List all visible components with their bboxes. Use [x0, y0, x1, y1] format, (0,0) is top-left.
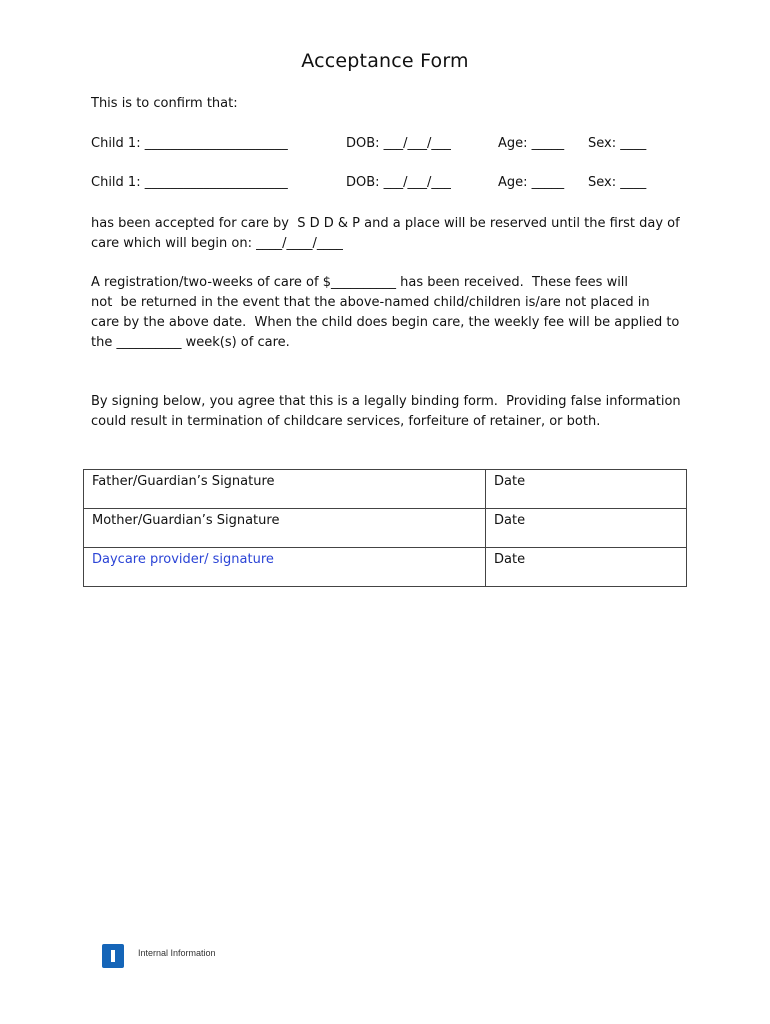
intro-text: This is to confirm that: — [91, 96, 238, 111]
footer-text: Internal Information — [138, 948, 216, 958]
child-row — [91, 175, 691, 193]
information-classification-icon — [102, 944, 124, 968]
date-cell[interactable]: Date — [486, 548, 687, 587]
fee-paragraph — [91, 273, 691, 353]
paragraph-line: A registration/two-weeks of care of $__________ has been received. These fees will — [91, 275, 629, 290]
child-name-field: Child 1: ______________________ — [91, 175, 288, 190]
father-signature-cell[interactable]: Father/Guardian’s Signature — [84, 470, 486, 509]
agreement-paragraph — [91, 392, 691, 432]
table-row — [84, 470, 687, 509]
child-name-field: Child 1: ______________________ — [91, 136, 288, 151]
child-age-field: Age: _____ — [498, 175, 565, 190]
page-title: Acceptance Form — [301, 50, 469, 72]
table-row — [84, 509, 687, 548]
paragraph-line: By signing below, you agree that this is a legally binding form. Providing false information — [91, 394, 681, 409]
child-sex-field: Sex: ____ — [588, 175, 647, 190]
paragraph-line: care by the above date. When the child does begin care, the weekly fee will be applied to — [91, 315, 680, 330]
provider-signature-cell[interactable]: Daycare provider/ signature — [84, 548, 486, 587]
date-cell[interactable]: Date — [486, 509, 687, 548]
paragraph-line: has been accepted for care by S D D & P and a place will be reserved until the first day of — [91, 216, 680, 231]
child-dob-field: DOB: ___/___/___ — [346, 175, 451, 190]
child-row — [91, 136, 691, 154]
paragraph-line: care which will begin on: ____/____/____ — [91, 236, 343, 251]
mother-signature-cell[interactable]: Mother/Guardian’s Signature — [84, 509, 486, 548]
date-cell[interactable]: Date — [486, 470, 687, 509]
table-row — [84, 548, 687, 587]
acceptance-paragraph — [91, 214, 691, 254]
child-age-field: Age: _____ — [498, 136, 565, 151]
child-sex-field: Sex: ____ — [588, 136, 647, 151]
paragraph-line: not be returned in the event that the above-named child/children is/are not placed in — [91, 295, 650, 310]
child-dob-field: DOB: ___/___/___ — [346, 136, 451, 151]
signature-table — [83, 469, 687, 587]
paragraph-line: could result in termination of childcare services, forfeiture of retainer, or both. — [91, 414, 601, 429]
paragraph-line: the __________ week(s) of care. — [91, 335, 290, 350]
